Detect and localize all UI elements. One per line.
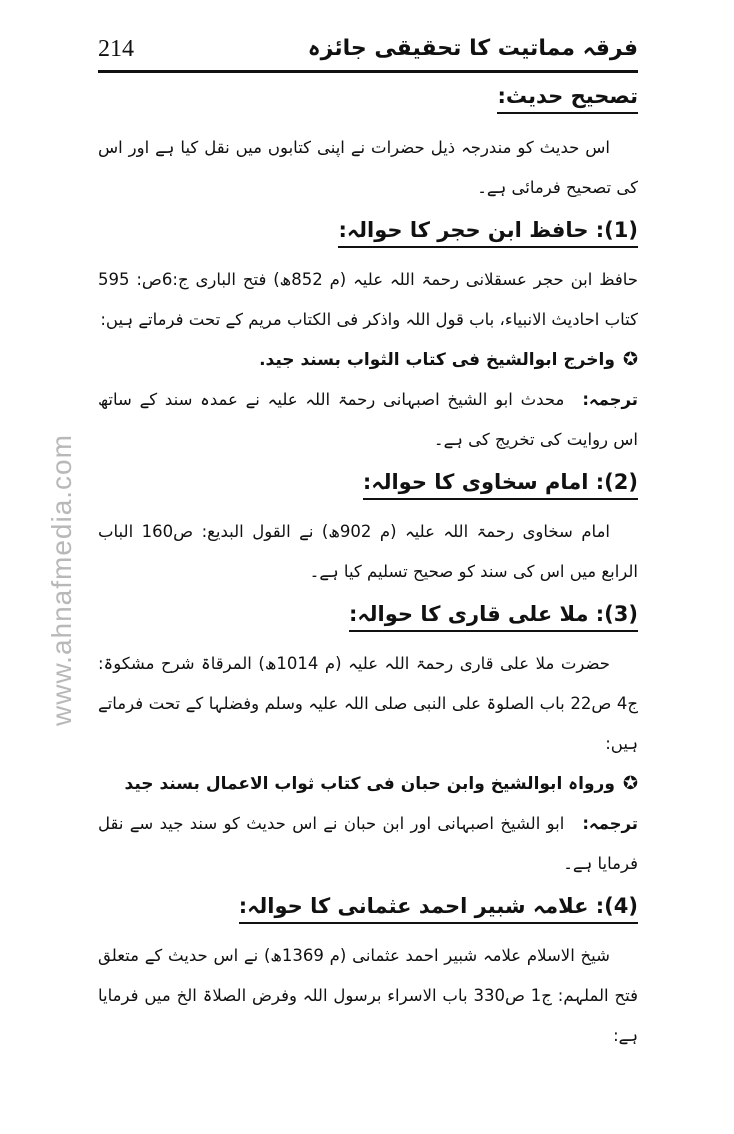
header-rule — [98, 70, 638, 73]
ibn-hajar-paragraph: حافظ ابن حجر عسقلانی رحمۃ اللہ علیہ (م 852ھ) فتح الباری ج:6ص: 595 کتاب احادیث الانبیاء، باب قول اللہ واذکر فی الکتاب مریم کے تحت فرماتے ہیں: — [98, 270, 638, 329]
ali-qari-paragraph: حضرت ملا علی قاری رحمۃ اللہ علیہ (م 1014ھ) المرقاۃ شرح مشکوۃ: ج4 ص22 باب الصلوۃ علی النبی صلی اللہ علیہ وسلم وفضلہا کے تحت فرماتے ہیں: — [98, 654, 638, 753]
usmani-paragraph: شیخ الاسلام علامہ شبیر احمد عثمانی (م 1369ھ) نے اس حدیث کے متعلق فتح الملہم: ج1 ص330 باب الاسراء برسول اللہ وفرض الصلاۃ الخ میں فرمایا ہے: — [98, 946, 639, 1045]
page-header — [98, 36, 638, 72]
ali-qari-quote — [98, 764, 638, 804]
ali-qari-quote-text: ورواہ ابوالشیخ وابن حبان فی کتاب ثواب الاعمال بسند جید — [124, 774, 615, 794]
section-heading-usmani: (4): علامہ شبیر احمد عثمانی کا حوالہ: — [239, 894, 638, 924]
star-icon: ✪ — [622, 773, 638, 794]
section-heading-ali-qari: (3): ملا علی قاری کا حوالہ: — [349, 602, 638, 632]
section-heading-tashih: تصحیح حدیث: — [497, 84, 638, 114]
page-body — [98, 84, 638, 1056]
ibn-hajar-translation — [98, 380, 638, 460]
ali-qari-translation — [98, 804, 638, 884]
page-number: 214 — [98, 36, 134, 62]
section-heading-sakhawi: (2): امام سخاوی کا حوالہ: — [363, 470, 638, 500]
tashih-intro: اس حدیث کو مندرجہ ذیل حضرات نے اپنی کتابوں میں نقل کیا ہے اور اس کی تصحیح فرمائی ہے۔ — [98, 138, 638, 197]
section-heading-ibn-hajar: (1): حافظ ابن حجر کا حوالہ: — [338, 218, 638, 248]
running-title: فرقہ مماتیت کا تحقیقی جائزہ — [307, 36, 638, 61]
translation-text: ابو الشیخ اصبہانی اور ابن حبان نے اس حدیث کو سند جید سے نقل فرمایا ہے۔ — [98, 814, 638, 873]
translation-label: ترجمہ: — [582, 814, 638, 833]
watermark: www.ahnafmedia.com — [46, 434, 77, 726]
ibn-hajar-quote-text: واخرج ابوالشیخ فی کتاب الثواب بسند جید. — [259, 350, 615, 370]
translation-label: ترجمہ: — [582, 390, 638, 409]
translation-text: محدث ابو الشیخ اصبہانی رحمۃ اللہ علیہ نے عمدہ سند کے ساتھ اس روایت کی تخریج کی ہے۔ — [98, 390, 638, 449]
star-icon: ✪ — [622, 349, 638, 370]
sakhawi-paragraph: امام سخاوی رحمۃ اللہ علیہ (م 902ھ) نے القول البدیع: ص160 الباب الرابع میں اس کی سند کو صحیح تسلیم کیا ہے۔ — [98, 522, 638, 581]
ibn-hajar-quote — [98, 340, 638, 380]
